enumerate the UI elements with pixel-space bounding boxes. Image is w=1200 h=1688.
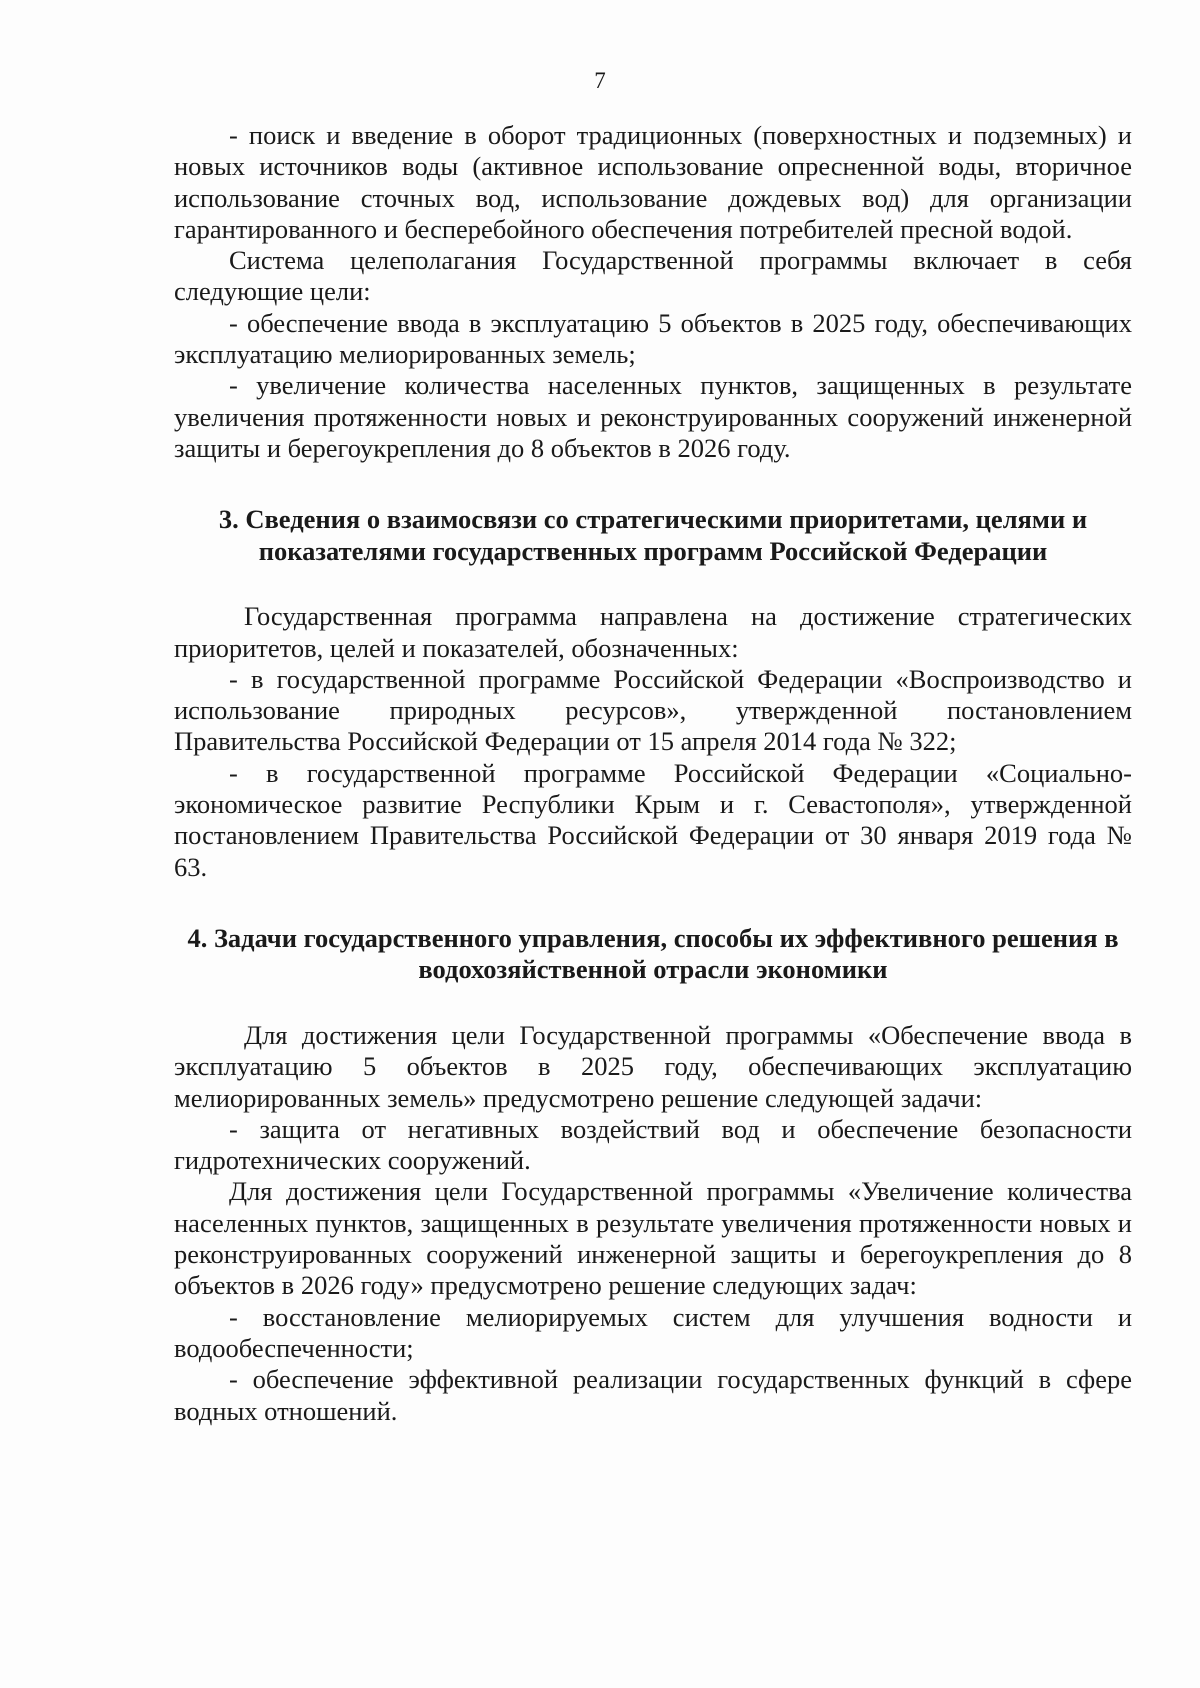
document-body bbox=[174, 120, 1132, 1427]
page-number: 7 bbox=[594, 68, 606, 93]
section-4-paragraph-3: Для достижения цели Государственной программы «Увеличение количества населенных пунктов, защищенных в результате увеличения протяженности новых и реконструированных сооружений инженерной защиты и берегоукрепления до 8 объектов в 2026 году» предусмотрено решение следующих задач: bbox=[174, 1176, 1132, 1301]
section-4 bbox=[174, 923, 1132, 1427]
section-3 bbox=[174, 504, 1132, 883]
paragraph-goal-system: Система целеполагания Государственной программы включает в себя следующие цели: bbox=[174, 245, 1132, 307]
paragraph-goal-1: - обеспечение ввода в эксплуатацию 5 объектов в 2025 году, обеспечивающих эксплуатацию мелиорированных земель; bbox=[174, 307, 1132, 370]
section-3-title: 3. Сведения о взаимосвязи со стратегическими приоритетами, целями и показателями государственных программ Российской Федерации bbox=[218, 504, 1088, 566]
section-4-title: 4. Задачи государственного управления, способы их эффективного решения в водохозяйственной отрасли экономики bbox=[187, 922, 1119, 985]
section-3-paragraph-3: - в государственной программе Российской Федерации «Социально-экономическое развитие Республики Крым и г. Севастополя», утвержденной постановлением Правительства Российской Федерации от 30 января 2019 года № 63. bbox=[174, 757, 1132, 882]
intro-section bbox=[174, 120, 1132, 464]
paragraph-goal-2: - увеличение количества населенных пунктов, защищенных в результате увеличения протяженности новых и реконструированных сооружений инженерной защиты и берегоукрепления до 8 объектов в 2026 году. bbox=[174, 370, 1132, 463]
section-3-paragraph-1: Государственная программа направлена на достижение стратегических приоритетов, целей и показателей, обозначенных: bbox=[174, 601, 1132, 663]
section-4-paragraph-1: Для достижения цели Государственной программы «Обеспечение ввода в эксплуатацию 5 объектов в 2025 году, обеспечивающих эксплуатацию мелиорированных земель» предусмотрено решение следующей задачи: bbox=[174, 1019, 1132, 1113]
section-4-paragraph-2: - защита от негативных воздействий вод и обеспечение безопасности гидротехнических сооружений. bbox=[174, 1113, 1132, 1176]
section-3-paragraph-2: - в государственной программе Российской Федерации «Воспроизводство и использование природных ресурсов», утвержденной постановлением Правительства Российской Федерации от 15 апреля 2014 года № 322; bbox=[174, 663, 1132, 757]
section-4-paragraph-5: - обеспечение эффективной реализации государственных функций в сфере водных отношений. bbox=[174, 1364, 1132, 1426]
paragraph-water-sources: - поиск и введение в оборот традиционных (поверхностных и подземных) и новых источников воды (активное использование опресненной воды, вторичное использование сточных вод, использование дождевых вод) для организации гарантированного и бесперебойного обеспечения потребителей пресной водой. bbox=[174, 120, 1132, 244]
section-4-paragraph-4: - восстановление мелиорируемых систем для улучшения водности и водообеспеченности; bbox=[174, 1301, 1132, 1363]
